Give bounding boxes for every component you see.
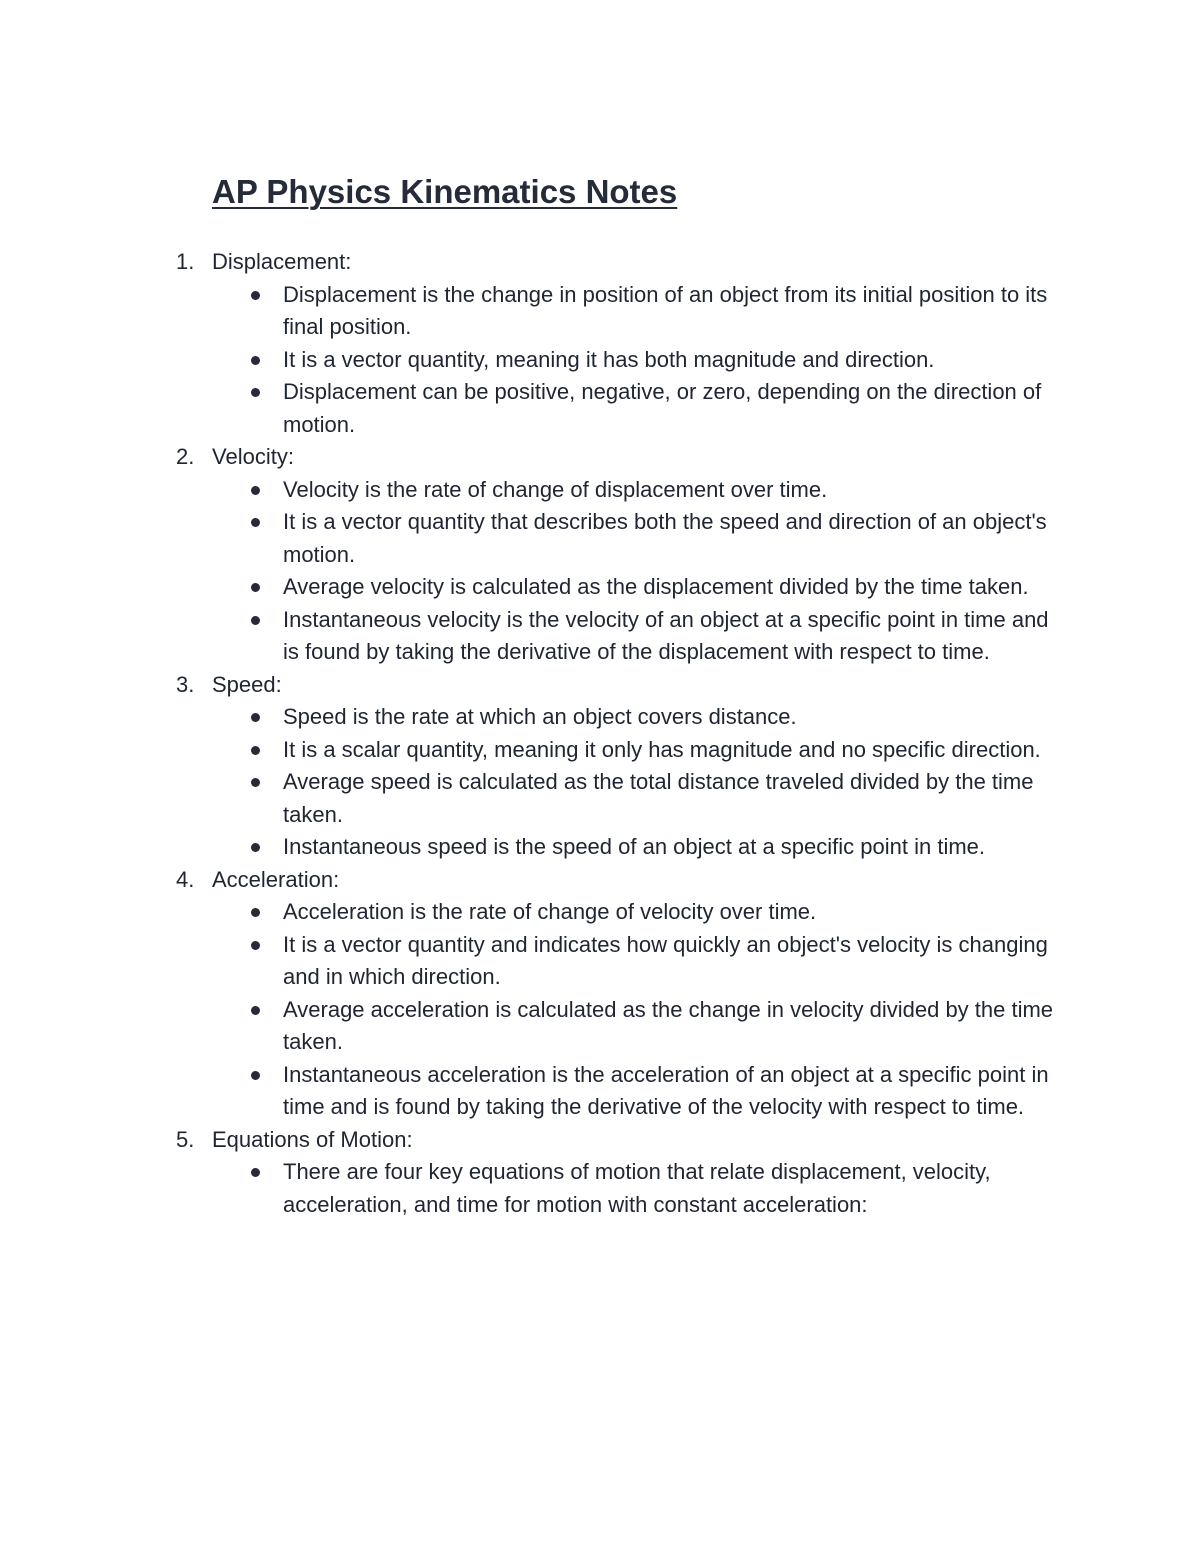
section-heading: Equations of Motion: xyxy=(212,1126,413,1152)
section-heading: Speed: xyxy=(212,671,282,697)
section-number: 5. xyxy=(176,1126,195,1152)
bullet-item xyxy=(283,1156,1063,1221)
bullet-dot-icon xyxy=(251,291,260,300)
section-equations-of-motion xyxy=(176,1124,1076,1222)
bullet-item xyxy=(283,766,1063,831)
bullet-list xyxy=(212,1156,1076,1221)
bullet-item xyxy=(283,831,1063,864)
bullet-text: Speed is the rate at which an object covers distance. xyxy=(283,704,797,729)
section-number: 3. xyxy=(176,671,195,697)
bullet-item xyxy=(283,571,1063,604)
document-title: AP Physics Kinematics Notes xyxy=(212,173,678,210)
section-speed xyxy=(176,669,1076,864)
bullet-item xyxy=(283,376,1063,441)
bullet-dot-icon xyxy=(251,746,260,755)
section-number: 1. xyxy=(176,249,195,274)
bullet-dot-icon xyxy=(251,713,260,722)
bullet-text: Displacement can be positive, negative, or zero, depending on the direction of motion. xyxy=(283,379,1042,437)
bullet-dot-icon xyxy=(251,778,260,787)
bullet-dot-icon xyxy=(251,941,260,950)
bullet-text: Instantaneous acceleration is the acceleration of an object at a specific point in time and is found by taking the derivative of the velocity with respect to time. xyxy=(283,1061,1049,1119)
bullet-item xyxy=(283,344,1063,377)
bullet-item xyxy=(283,896,1063,929)
bullet-dot-icon xyxy=(251,1071,260,1080)
bullet-text: Displacement is the change in position of an object from its initial position to its final position. xyxy=(283,281,1048,339)
section-velocity xyxy=(176,441,1076,669)
bullet-text: It is a vector quantity and indicates how quickly an object's velocity is changing and in which direction. xyxy=(283,931,1048,989)
bullet-dot-icon xyxy=(251,518,260,527)
bullet-list xyxy=(212,279,1076,442)
bullet-item xyxy=(283,929,1063,994)
bullet-item xyxy=(283,1059,1063,1124)
bullet-item xyxy=(283,474,1063,507)
bullet-item xyxy=(283,506,1063,571)
bullet-list xyxy=(212,701,1076,864)
section-number: 2. xyxy=(176,444,195,469)
bullet-list xyxy=(212,896,1076,1124)
section-heading: Velocity: xyxy=(212,444,294,469)
bullet-text: There are four key equations of motion that relate displacement, velocity, acceleration, and time for motion with constant acceleration: xyxy=(283,1159,991,1217)
bullet-item xyxy=(283,734,1063,767)
bullet-text: Instantaneous speed is the speed of an object at a specific point in time. xyxy=(283,834,986,859)
section-heading: Acceleration: xyxy=(212,866,340,892)
bullet-dot-icon xyxy=(251,1006,260,1015)
section-number: 4. xyxy=(176,866,195,892)
bullet-dot-icon xyxy=(251,486,260,495)
bullet-text: It is a vector quantity that describes both the speed and direction of an object's motion. xyxy=(283,509,1047,567)
bullet-text: Average speed is calculated as the total distance traveled divided by the time taken. xyxy=(283,769,1034,827)
section-list xyxy=(176,246,1076,1221)
bullet-item xyxy=(283,604,1063,669)
bullet-text: It is a vector quantity, meaning it has both magnitude and direction. xyxy=(283,346,935,372)
bullet-text: It is a scalar quantity, meaning it only has magnitude and no specific direction. xyxy=(283,736,1041,762)
bullet-dot-icon xyxy=(251,908,260,917)
bullet-text: Instantaneous velocity is the velocity of an object at a specific point in time and is found by taking the derivative of the displacement with respect to time. xyxy=(283,606,1049,664)
section-displacement xyxy=(176,246,1076,441)
bullet-item xyxy=(283,279,1063,344)
section-heading: Displacement: xyxy=(212,249,352,274)
bullet-dot-icon xyxy=(251,843,260,852)
bullet-text: Velocity is the rate of change of displacement over time. xyxy=(283,476,828,502)
bullet-dot-icon xyxy=(251,388,260,397)
bullet-text: Average velocity is calculated as the displacement divided by the time taken. xyxy=(283,574,1029,599)
bullet-dot-icon xyxy=(251,583,260,592)
bullet-dot-icon xyxy=(251,616,260,625)
bullet-text: Acceleration is the rate of change of velocity over time. xyxy=(283,899,817,924)
section-acceleration xyxy=(176,864,1076,1124)
bullet-list xyxy=(212,474,1076,669)
bullet-dot-icon xyxy=(251,1168,260,1177)
bullet-dot-icon xyxy=(251,356,260,365)
bullet-text: Average acceleration is calculated as the change in velocity divided by the time taken. xyxy=(283,996,1054,1054)
bullet-item xyxy=(283,994,1063,1059)
bullet-item xyxy=(283,701,1063,734)
